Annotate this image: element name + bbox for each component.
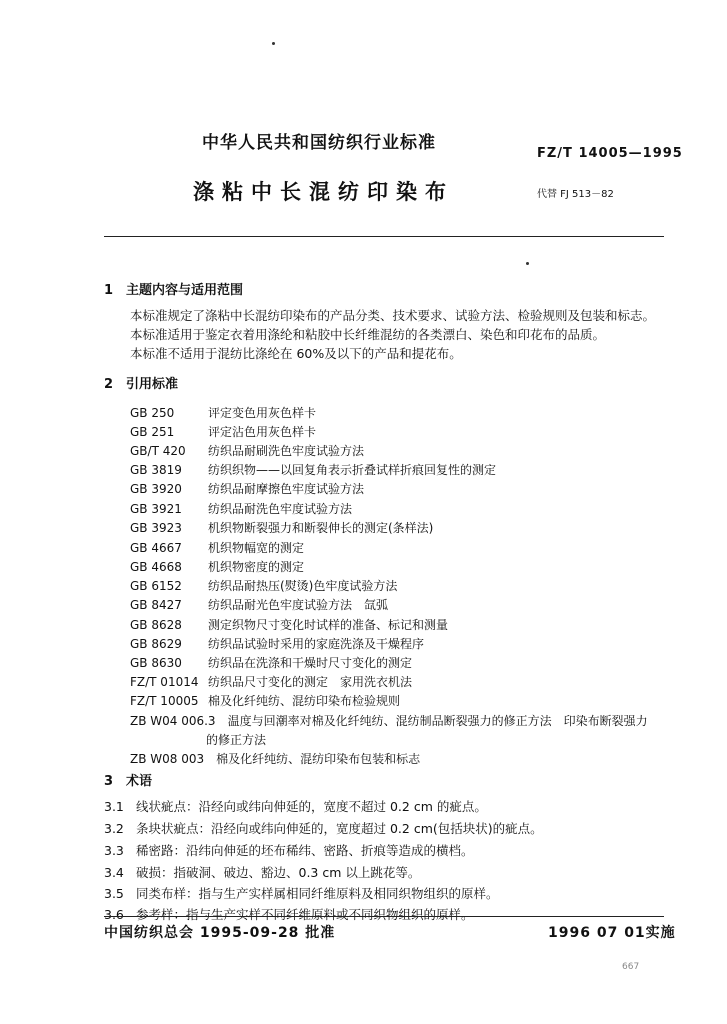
reference-title: 纺织品耐洗色牢度试验方法 bbox=[208, 502, 353, 516]
reference-item bbox=[130, 575, 397, 594]
term-number: 3.1 bbox=[104, 799, 124, 814]
reference-title: 机织物断裂强力和断裂伸长的测定(条样法) bbox=[208, 521, 434, 535]
section-number: 1 bbox=[104, 283, 114, 298]
reference-title: 温度与回潮率对棉及化纤纯纺、混纺制品断裂强力的修正方法 印染布断裂强力 bbox=[227, 714, 648, 728]
term-number: 3.6 bbox=[104, 907, 124, 922]
reference-title: 纺织织物——以回复角表示折叠试样折痕回复性的测定 bbox=[208, 463, 497, 477]
section-title: 主题内容与适用范围 bbox=[126, 283, 244, 298]
reference-title: 纺织品耐热压(熨烫)色牢度试验方法 bbox=[208, 579, 398, 593]
section-number: 2 bbox=[104, 377, 114, 392]
reference-code: FZ/T 01014 bbox=[130, 675, 199, 689]
reference-code: GB 3920 bbox=[130, 482, 182, 496]
reference-code: GB 3923 bbox=[130, 521, 182, 535]
paragraph: 本标准不适用于混纺比涤纶在 60%及以下的产品和提花布。 bbox=[130, 346, 462, 361]
standard-code: FZ/T 14005—1995 bbox=[537, 146, 683, 161]
document-title: 涤粘中长混纺印染布 bbox=[193, 180, 454, 204]
term-text: 同类布样：指与生产实样属相同纤维原料及相同织物组织的原样。 bbox=[136, 886, 499, 901]
reference-code: ZB W08 003 bbox=[130, 752, 205, 766]
reference-code: GB 8630 bbox=[130, 656, 182, 670]
reference-title: 纺织品耐光色牢度试验方法 氙弧 bbox=[208, 598, 389, 612]
footer-rule bbox=[104, 916, 664, 917]
speck-mark bbox=[526, 262, 529, 265]
reference-code: ZB W04 006.3 bbox=[130, 714, 216, 728]
reference-title: 评定变色用灰色样卡 bbox=[208, 406, 317, 420]
reference-code: GB 4667 bbox=[130, 541, 182, 555]
reference-title: 纺织品在洗涤和干燥时尺寸变化的测定 bbox=[208, 656, 413, 670]
term-item bbox=[104, 905, 474, 923]
reference-title: 纺织品耐摩擦色牢度试验方法 bbox=[208, 482, 365, 496]
reference-title: 纺织品耐刷洗色牢度试验方法 bbox=[208, 444, 365, 458]
header-rule bbox=[104, 236, 664, 237]
reference-item bbox=[130, 556, 304, 575]
reference-code: GB/T 420 bbox=[130, 444, 186, 458]
term-text: 稀密路：沿纬向伸延的坯布稀纬、密路、折痕等造成的横档。 bbox=[136, 843, 474, 858]
reference-title: 纺织品试验时采用的家庭洗涤及干燥程序 bbox=[208, 637, 425, 651]
term-text: 条块状疵点：沿经向或纬向伸延的，宽度超过 0.2 cm(包括块状)的疵点。 bbox=[136, 821, 543, 836]
reference-item bbox=[130, 459, 496, 478]
reference-code: GB 8628 bbox=[130, 618, 182, 632]
reference-code: GB 250 bbox=[130, 406, 175, 420]
reference-item bbox=[130, 614, 448, 633]
section-title: 术语 bbox=[126, 774, 153, 789]
section-1-heading bbox=[104, 279, 243, 298]
section-number: 3 bbox=[104, 774, 114, 789]
reference-title: 机织物幅宽的测定 bbox=[208, 541, 305, 555]
reference-title: 测定织物尺寸变化时试样的准备、标记和测量 bbox=[208, 618, 449, 632]
reference-code: GB 4668 bbox=[130, 560, 182, 574]
approval-line: 中国纺织总会 1995-09-28 批准 bbox=[104, 925, 336, 941]
reference-item bbox=[130, 710, 648, 729]
term-number: 3.2 bbox=[104, 821, 124, 836]
term-number: 3.4 bbox=[104, 865, 124, 880]
paragraph: 本标准适用于鉴定衣着用涤纶和粘胶中长纤维混纺的各类漂白、染色和印花布的品质。 bbox=[130, 327, 606, 342]
term-number: 3.3 bbox=[104, 843, 124, 858]
term-item bbox=[104, 884, 499, 902]
reference-title: 评定沾色用灰色样卡 bbox=[208, 425, 317, 439]
reference-code: GB 3921 bbox=[130, 502, 182, 516]
paragraph: 本标准规定了涤粘中长混纺印染布的产品分类、技术要求、试验方法、检验规则及包装和标志。 bbox=[130, 308, 656, 323]
term-number: 3.5 bbox=[104, 886, 124, 901]
section-3-heading bbox=[104, 770, 152, 789]
speck-mark bbox=[272, 42, 275, 45]
reference-code: FZ/T 10005 bbox=[130, 694, 199, 708]
implementation-line: 1996 07 01实施 bbox=[548, 925, 676, 941]
reference-item bbox=[130, 633, 424, 652]
section-2-heading bbox=[104, 373, 178, 392]
reference-title: 纺织品尺寸变化的测定 家用洗衣机法 bbox=[208, 675, 413, 689]
reference-item bbox=[130, 729, 266, 748]
reference-title: 机织物密度的测定 bbox=[208, 560, 305, 574]
reference-item bbox=[130, 498, 352, 517]
reference-item bbox=[130, 690, 400, 709]
reference-title: 的修正方法 bbox=[206, 733, 267, 747]
term-text: 破损：指破洞、破边、豁边、0.3 cm 以上跳花等。 bbox=[136, 865, 421, 880]
reference-item bbox=[130, 748, 420, 767]
reference-item bbox=[130, 594, 388, 613]
reference-item bbox=[130, 421, 316, 440]
page-number: 667 bbox=[622, 962, 640, 972]
reference-code: GB 251 bbox=[130, 425, 175, 439]
term-item bbox=[104, 863, 420, 881]
reference-item bbox=[130, 652, 412, 671]
reference-item bbox=[130, 517, 433, 536]
term-text: 线状疵点：沿经向或纬向伸延的，宽度不超过 0.2 cm 的疵点。 bbox=[136, 799, 487, 814]
standard-title: 中华人民共和国纺织行业标准 bbox=[202, 133, 436, 153]
term-item bbox=[104, 797, 487, 815]
reference-code: GB 6152 bbox=[130, 579, 182, 593]
reference-item bbox=[130, 478, 364, 497]
replaces-note: 代替 FJ 513－82 bbox=[537, 189, 614, 200]
section-title: 引用标准 bbox=[126, 377, 179, 392]
term-item bbox=[104, 841, 474, 859]
term-item bbox=[104, 819, 543, 837]
reference-code: GB 8427 bbox=[130, 598, 182, 612]
reference-item bbox=[130, 537, 304, 556]
reference-item bbox=[130, 440, 364, 459]
reference-code: GB 8629 bbox=[130, 637, 182, 651]
reference-title: 棉及化纤纯纺、混纺印染布检验规则 bbox=[208, 694, 401, 708]
reference-code: GB 3819 bbox=[130, 463, 182, 477]
reference-title: 棉及化纤纯纺、混纺印染布包装和标志 bbox=[216, 752, 421, 766]
reference-item bbox=[130, 671, 412, 690]
term-text: 参考样：指与生产实样不同纤维原料或不同织物组织的原样。 bbox=[136, 907, 474, 922]
reference-item bbox=[130, 402, 316, 421]
